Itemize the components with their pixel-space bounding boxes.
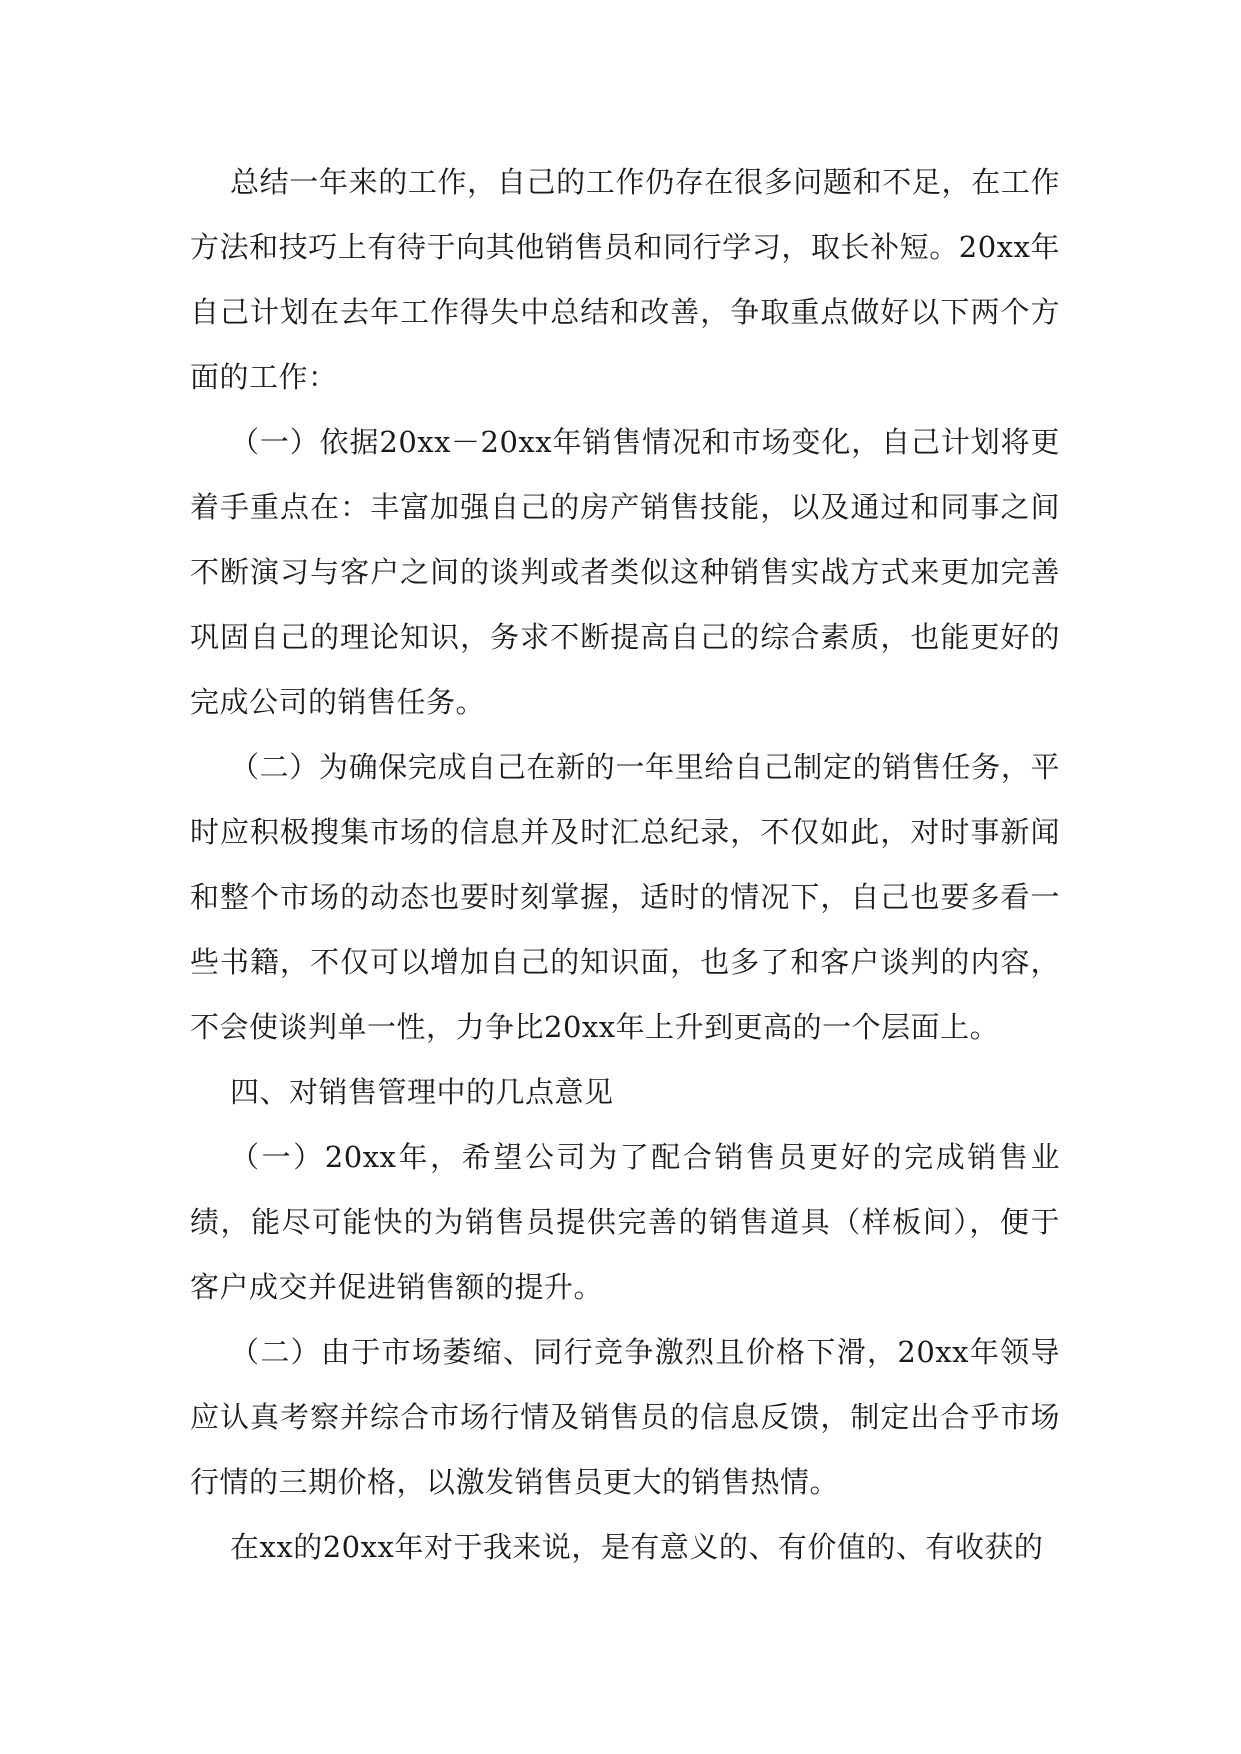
paragraph-opinion-one: （一）20xx年，希望公司为了配合销售员更好的完成销售业绩，能尽可能快的为销售员提供完善的销售道具（样板间），便于客户成交并促进销售额的提升。: [190, 1140, 1060, 1304]
paragraph-plan-two: （二）为确保完成自己在新的一年里给自己制定的销售任务，平时应积极搜集市场的信息并及时汇总纪录，不仅如此，对时事新闻和整个市场的动态也要时刻掌握，适时的情况下，自己也要多看一些书籍，不仅可以增加自己的知识面，也多了和客户谈判的内容，不会使谈判单一性，力争比20xx年上升到更高的一个层面上。: [190, 750, 1060, 1044]
paragraph-plan-one: （一）依据20xx－20xx年销售情况和市场变化，自己计划将更着手重点在：丰富加强自己的房产销售技能，以及通过和同事之间不断演习与客户之间的谈判或者类似这种销售实战方式来更加完善巩固自己的理论知识，务求不断提高自己的综合素质，也能更好的完成公司的销售任务。: [190, 425, 1060, 719]
paragraph-summary: 总结一年来的工作，自己的工作仍存在很多问题和不足，在工作方法和技巧上有待于向其他销售员和同行学习，取长补短。20xx年自己计划在去年工作得失中总结和改善，争取重点做好以下两个方面的工作：: [190, 165, 1060, 394]
paragraph-opinion-two: （二）由于市场萎缩、同行竞争激烈且价格下滑，20xx年领导应认真考察并综合市场行情及销售员的信息反馈，制定出合乎市场行情的三期价格，以激发销售员更大的销售热情。: [190, 1335, 1060, 1499]
paragraph-closing: 在xx的20xx年对于我来说，是有意义的、有价值的、有收获的: [230, 1530, 1044, 1564]
section-heading: 四、对销售管理中的几点意见: [230, 1075, 614, 1109]
document-body: [190, 150, 1060, 1580]
